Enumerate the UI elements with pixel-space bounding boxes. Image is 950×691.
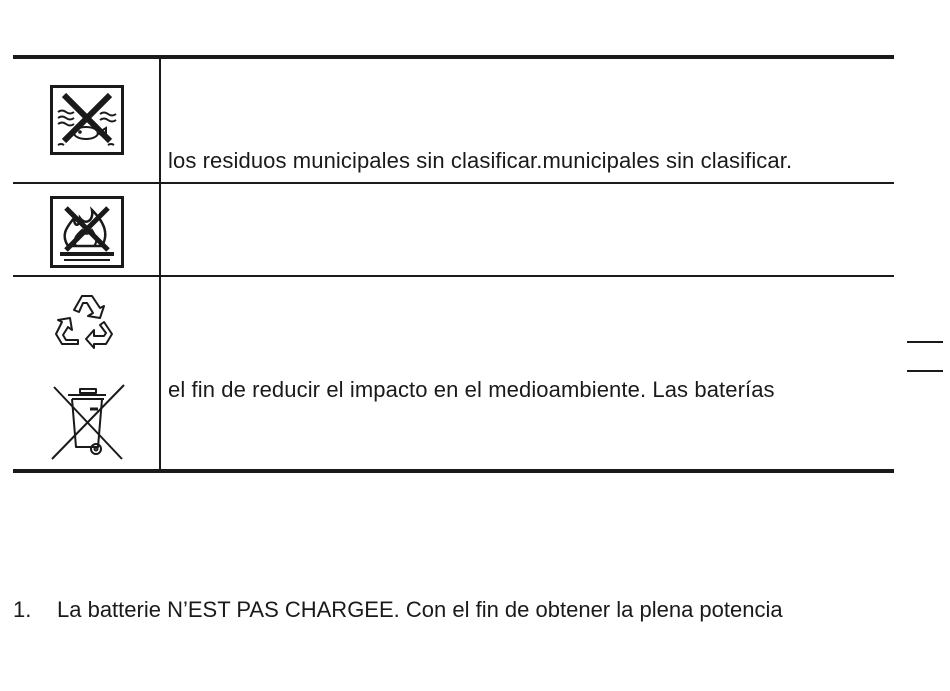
table-row-text: el fin de reducir el impacto en el medioambiente. Las baterías: [168, 377, 775, 402]
list-item-text: La batterie N’EST PAS CHARGEE. Con el fin de obtener la plena potencia: [57, 597, 783, 622]
list-item-number: 1.: [13, 597, 32, 622]
no-disposal-in-water-icon: [50, 85, 124, 155]
table-column-divider: [159, 57, 161, 471]
table-bottom-rule: [13, 469, 894, 473]
margin-mark: [907, 370, 943, 372]
table-row-divider: [13, 182, 894, 184]
crossed-out-wheelie-bin-icon: [50, 383, 126, 463]
margin-mark: [907, 341, 943, 343]
no-incineration-icon: [50, 196, 124, 268]
recycle-icon: [48, 288, 122, 354]
table-row-divider: [13, 275, 894, 277]
table-row-text: los residuos municipales sin clasificar.municipales sin clasificar.: [168, 148, 793, 173]
list-item: [13, 597, 783, 623]
table-top-rule: [13, 55, 894, 59]
